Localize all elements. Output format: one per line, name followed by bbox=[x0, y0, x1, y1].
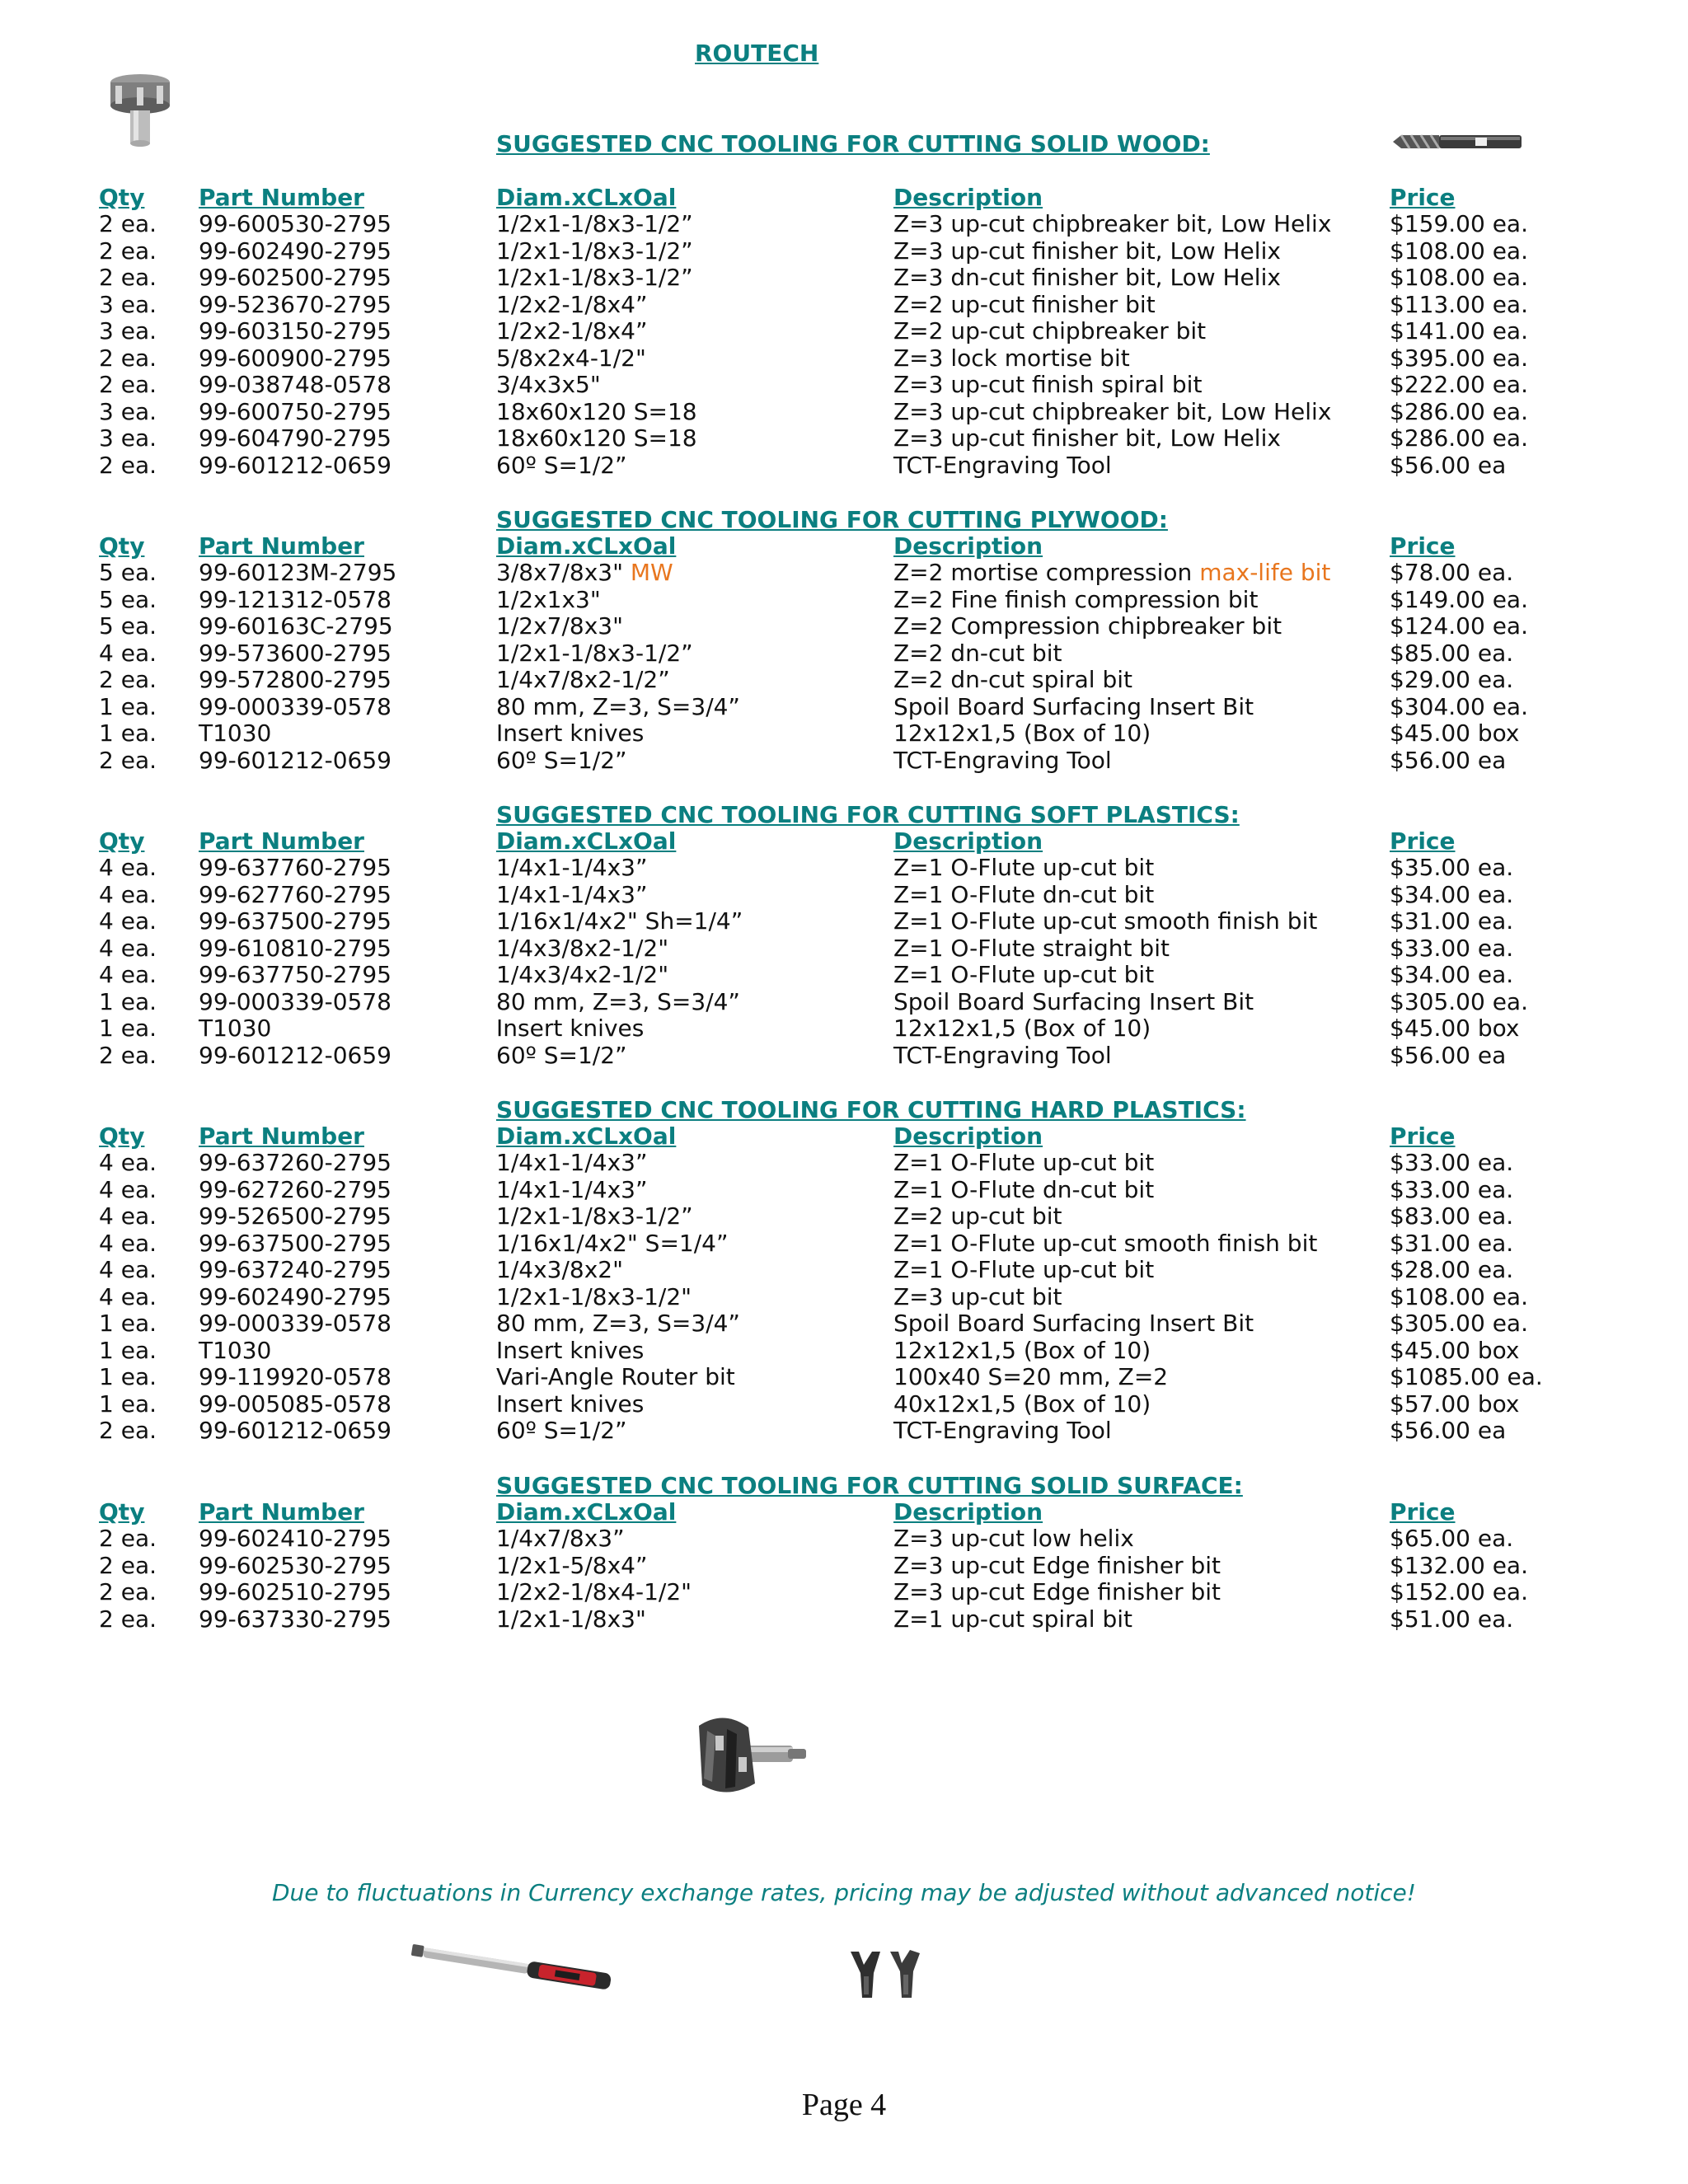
price-cell: $28.00 ea. bbox=[1390, 1256, 1514, 1283]
table-row bbox=[0, 1391, 1688, 1418]
collet-wrench-icon bbox=[847, 1947, 926, 2003]
description-cell: Z=1 O-Flute dn-cut bit bbox=[893, 1176, 1155, 1203]
part-number-cell: 99-602490-2795 bbox=[199, 237, 392, 265]
table-row bbox=[0, 962, 1688, 988]
table-row bbox=[0, 908, 1688, 935]
table-row bbox=[0, 345, 1688, 372]
price-cell: $152.00 ea. bbox=[1390, 1578, 1528, 1605]
part-number-cell: 99-119920-0578 bbox=[199, 1363, 392, 1390]
table-row bbox=[0, 560, 1688, 586]
description-header: Description bbox=[893, 1122, 1043, 1150]
qty-cell: 4 ea. bbox=[99, 935, 157, 962]
dimensions-header: Diam.xCLxOal bbox=[496, 532, 677, 560]
description-cell: Z=2 Fine finish compression bit bbox=[893, 586, 1259, 613]
part-number-cell: 99-572800-2795 bbox=[199, 666, 392, 693]
table-row bbox=[0, 1310, 1688, 1337]
dimensions-cell: 60º S=1/2” bbox=[496, 747, 627, 774]
qty-cell: 4 ea. bbox=[99, 854, 157, 881]
qty-header: Qty bbox=[99, 532, 145, 560]
column-header-row bbox=[0, 185, 1688, 211]
part-number-cell: 99-600750-2795 bbox=[199, 398, 392, 425]
qty-cell: 1 ea. bbox=[99, 1310, 157, 1337]
table-row bbox=[0, 211, 1688, 237]
description-cell: Z=1 O-Flute up-cut bit bbox=[893, 961, 1155, 988]
dimensions-cell: 1/2x1-1/8x3-1/2” bbox=[496, 1202, 693, 1230]
table-row bbox=[0, 425, 1688, 452]
part-number-header: Part Number bbox=[199, 184, 364, 211]
description-cell bbox=[893, 560, 1330, 586]
part-number-header: Part Number bbox=[199, 532, 364, 560]
part-number-cell: 99-601212-0659 bbox=[199, 1042, 392, 1069]
description-cell: 12x12x1,5 (Box of 10) bbox=[893, 719, 1151, 747]
dimensions-header: Diam.xCLxOal bbox=[496, 1122, 677, 1150]
part-number-cell: 99-637330-2795 bbox=[199, 1605, 392, 1633]
qty-cell: 3 ea. bbox=[99, 317, 157, 344]
table-row bbox=[0, 882, 1688, 908]
description-cell: 100x40 S=20 mm, Z=2 bbox=[893, 1363, 1169, 1390]
description-value: Z=2 mortise compression bbox=[893, 559, 1193, 586]
part-number-cell: 99-637260-2795 bbox=[199, 1149, 392, 1176]
dimensions-cell: 80 mm, Z=3, S=3/4” bbox=[496, 1310, 740, 1337]
part-number-cell: 99-005085-0578 bbox=[199, 1390, 392, 1418]
dimensions-cell: 1/2x1x3" bbox=[496, 586, 601, 613]
qty-header: Qty bbox=[99, 184, 145, 211]
dimensions-cell: 1/4x1-1/4x3” bbox=[496, 1176, 648, 1203]
part-number-cell: T1030 bbox=[199, 1015, 272, 1042]
part-number-cell: 99-627760-2795 bbox=[199, 881, 392, 908]
table-row bbox=[0, 1364, 1688, 1390]
qty-cell: 1 ea. bbox=[99, 1015, 157, 1042]
dimensions-cell: 1/4x1-1/4x3” bbox=[496, 1149, 648, 1176]
qty-cell: 2 ea. bbox=[99, 666, 157, 693]
description-cell: Z=1 O-Flute dn-cut bit bbox=[893, 881, 1155, 908]
table-row bbox=[0, 1043, 1688, 1069]
price-cell: $159.00 ea. bbox=[1390, 210, 1528, 237]
part-number-cell: 99-637500-2795 bbox=[199, 1230, 392, 1257]
price-cell: $35.00 ea. bbox=[1390, 854, 1514, 881]
dimensions-cell: 1/4x7/8x2-1/2” bbox=[496, 666, 670, 693]
table-row bbox=[0, 1579, 1688, 1605]
description-cell: Z=3 up-cut chipbreaker bit, Low Helix bbox=[893, 210, 1332, 237]
table-row bbox=[0, 1418, 1688, 1444]
table-row bbox=[0, 1015, 1688, 1042]
dimensions-cell: 1/2x1-1/8x3-1/2” bbox=[496, 264, 693, 291]
table-row bbox=[0, 989, 1688, 1015]
part-number-cell: 99-602500-2795 bbox=[199, 264, 392, 291]
description-cell: TCT-Engraving Tool bbox=[893, 452, 1112, 479]
dimensions-cell: 1/4x3/8x2-1/2" bbox=[496, 935, 669, 962]
description-cell: Z=3 up-cut finisher bit, Low Helix bbox=[893, 424, 1281, 452]
qty-cell: 1 ea. bbox=[99, 1363, 157, 1390]
column-header-row bbox=[0, 1123, 1688, 1150]
dimensions-cell: 3/4x3x5" bbox=[496, 371, 601, 398]
part-number-cell: 99-526500-2795 bbox=[199, 1202, 392, 1230]
dimensions-header: Diam.xCLxOal bbox=[496, 827, 677, 855]
description-cell: Z=3 up-cut bit bbox=[893, 1283, 1062, 1310]
price-cell: $108.00 ea. bbox=[1390, 1283, 1528, 1310]
qty-cell: 4 ea. bbox=[99, 1230, 157, 1257]
price-cell: $149.00 ea. bbox=[1390, 586, 1528, 613]
price-cell: $113.00 ea. bbox=[1390, 291, 1528, 318]
description-cell: 12x12x1,5 (Box of 10) bbox=[893, 1015, 1151, 1042]
price-cell: $33.00 ea. bbox=[1390, 1149, 1514, 1176]
description-cell: Z=1 O-Flute up-cut bit bbox=[893, 854, 1155, 881]
table-row bbox=[0, 1230, 1688, 1257]
description-cell: Z=1 O-Flute up-cut smooth finish bit bbox=[893, 1230, 1318, 1257]
qty-cell: 5 ea. bbox=[99, 559, 157, 586]
part-number-header: Part Number bbox=[199, 1122, 364, 1150]
qty-cell: 1 ea. bbox=[99, 719, 157, 747]
price-cell: $83.00 ea. bbox=[1390, 1202, 1514, 1230]
price-cell: $31.00 ea. bbox=[1390, 907, 1514, 935]
part-number-cell: 99-637240-2795 bbox=[199, 1256, 392, 1283]
section-title: SUGGESTED CNC TOOLING FOR CUTTING SOLID WOOD: bbox=[496, 130, 1210, 157]
description-cell: Z=1 O-Flute up-cut bit bbox=[893, 1149, 1155, 1176]
qty-cell: 1 ea. bbox=[99, 988, 157, 1015]
qty-cell: 2 ea. bbox=[99, 1525, 157, 1552]
dimensions-cell: Insert knives bbox=[496, 1390, 645, 1418]
description-cell: Z=3 up-cut low helix bbox=[893, 1525, 1134, 1552]
part-number-cell: 99-601212-0659 bbox=[199, 747, 392, 774]
price-cell: $57.00 box bbox=[1390, 1390, 1520, 1418]
dimensions-cell: 80 mm, Z=3, S=3/4” bbox=[496, 693, 740, 720]
section-title: SUGGESTED CNC TOOLING FOR CUTTING SOFT PLASTICS: bbox=[496, 801, 1240, 828]
qty-header: Qty bbox=[99, 1498, 145, 1526]
price-cell: $124.00 ea. bbox=[1390, 612, 1528, 640]
description-header: Description bbox=[893, 827, 1043, 855]
part-number-cell: 99-637750-2795 bbox=[199, 961, 392, 988]
qty-cell: 4 ea. bbox=[99, 881, 157, 908]
part-number-cell: 99-000339-0578 bbox=[199, 988, 392, 1015]
part-number-cell: 99-601212-0659 bbox=[199, 452, 392, 479]
price-header: Price bbox=[1390, 1498, 1456, 1526]
dimensions-cell: 1/2x1-5/8x4” bbox=[496, 1552, 648, 1579]
dimensions-cell: 60º S=1/2” bbox=[496, 1417, 627, 1444]
table-row bbox=[0, 1606, 1688, 1633]
qty-cell: 1 ea. bbox=[99, 1337, 157, 1364]
qty-cell: 3 ea. bbox=[99, 398, 157, 425]
table-row bbox=[0, 399, 1688, 425]
description-cell: Z=1 O-Flute up-cut bit bbox=[893, 1256, 1155, 1283]
dimensions-cell: 1/2x7/8x3" bbox=[496, 612, 623, 640]
part-number-cell: 99-604790-2795 bbox=[199, 424, 392, 452]
part-number-cell: 99-038748-0578 bbox=[199, 371, 392, 398]
table-row bbox=[0, 265, 1688, 291]
qty-cell: 2 ea. bbox=[99, 344, 157, 372]
part-number-cell: 99-603150-2795 bbox=[199, 317, 392, 344]
price-cell: $45.00 box bbox=[1390, 1015, 1520, 1042]
part-number-cell: 99-121312-0578 bbox=[199, 586, 392, 613]
table-row bbox=[0, 318, 1688, 344]
price-cell: $395.00 ea. bbox=[1390, 344, 1528, 372]
price-cell: $33.00 ea. bbox=[1390, 1176, 1514, 1203]
dimensions-header: Diam.xCLxOal bbox=[496, 1498, 677, 1526]
dimensions-cell: 1/4x3/8x2" bbox=[496, 1256, 623, 1283]
dimensions-cell: 1/2x1-1/8x3-1/2" bbox=[496, 1283, 692, 1310]
part-number-cell: 99-602410-2795 bbox=[199, 1525, 392, 1552]
dimensions-cell: 1/2x2-1/8x4” bbox=[496, 317, 648, 344]
dimensions-value: 3/8x7/8x3" bbox=[496, 559, 623, 586]
dimensions-cell: 60º S=1/2” bbox=[496, 452, 627, 479]
table-row bbox=[0, 452, 1688, 479]
table-row bbox=[0, 1553, 1688, 1579]
dimensions-cell: 1/2x1-1/8x3-1/2” bbox=[496, 237, 693, 265]
table-row bbox=[0, 1150, 1688, 1176]
price-cell: $286.00 ea. bbox=[1390, 398, 1528, 425]
hinge-boring-bit-icon bbox=[97, 64, 183, 150]
price-cell: $34.00 ea. bbox=[1390, 961, 1514, 988]
part-number-cell: 99-627260-2795 bbox=[199, 1176, 392, 1203]
price-header: Price bbox=[1390, 184, 1456, 211]
description-cell: 40x12x1,5 (Box of 10) bbox=[893, 1390, 1151, 1418]
qty-cell: 2 ea. bbox=[99, 264, 157, 291]
part-number-cell: 99-573600-2795 bbox=[199, 640, 392, 667]
part-number-cell: 99-637760-2795 bbox=[199, 854, 392, 881]
dimensions-cell: Vari-Angle Router bit bbox=[496, 1363, 735, 1390]
dimensions-cell: 1/2x1-1/8x3" bbox=[496, 1605, 646, 1633]
table-row bbox=[0, 935, 1688, 962]
table-row bbox=[0, 1203, 1688, 1230]
price-cell: $51.00 ea. bbox=[1390, 1605, 1514, 1633]
dimensions-cell: 18x60x120 S=18 bbox=[496, 398, 697, 425]
part-number-cell: 99-602510-2795 bbox=[199, 1578, 392, 1605]
qty-cell: 4 ea. bbox=[99, 1149, 157, 1176]
qty-cell: 2 ea. bbox=[99, 452, 157, 479]
qty-cell: 2 ea. bbox=[99, 747, 157, 774]
part-number-header: Part Number bbox=[199, 1498, 364, 1526]
part-number-cell: 99-602530-2795 bbox=[199, 1552, 392, 1579]
description-cell: TCT-Engraving Tool bbox=[893, 1042, 1112, 1069]
part-number-cell: 99-60163C-2795 bbox=[199, 612, 393, 640]
description-cell: Spoil Board Surfacing Insert Bit bbox=[893, 693, 1254, 720]
price-cell: $304.00 ea. bbox=[1390, 693, 1528, 720]
part-number-cell: 99-602490-2795 bbox=[199, 1283, 392, 1310]
description-cell: Z=3 dn-cut finisher bit, Low Helix bbox=[893, 264, 1281, 291]
part-number-header: Part Number bbox=[199, 827, 364, 855]
dimensions-cell: 1/2x2-1/8x4-1/2" bbox=[496, 1578, 692, 1605]
description-cell: TCT-Engraving Tool bbox=[893, 1417, 1112, 1444]
table-row bbox=[0, 587, 1688, 613]
description-cell: Spoil Board Surfacing Insert Bit bbox=[893, 1310, 1254, 1337]
table-row bbox=[0, 372, 1688, 398]
table-row bbox=[0, 667, 1688, 693]
page-number: Page 4 bbox=[801, 2088, 887, 2122]
dimensions-header: Diam.xCLxOal bbox=[496, 184, 677, 211]
description-cell: Z=3 up-cut chipbreaker bit, Low Helix bbox=[893, 398, 1332, 425]
description-cell: Z=3 up-cut Edge finisher bit bbox=[893, 1552, 1221, 1579]
description-cell: TCT-Engraving Tool bbox=[893, 747, 1112, 774]
price-cell: $78.00 ea. bbox=[1390, 559, 1514, 586]
dimensions-cell: 80 mm, Z=3, S=3/4” bbox=[496, 988, 740, 1015]
dimensions-cell: 1/16x1/4x2" Sh=1/4” bbox=[496, 907, 743, 935]
section-title: SUGGESTED CNC TOOLING FOR CUTTING PLYWOOD: bbox=[496, 506, 1168, 533]
table-row bbox=[0, 1284, 1688, 1310]
dimensions-cell: 1/4x7/8x3” bbox=[496, 1525, 625, 1552]
price-cell: $56.00 ea bbox=[1390, 747, 1507, 774]
brand-title: ROUTECH bbox=[695, 40, 819, 67]
price-cell: $56.00 ea bbox=[1390, 1417, 1507, 1444]
table-row bbox=[0, 694, 1688, 720]
part-number-cell: 99-600900-2795 bbox=[199, 344, 392, 372]
description-cell: Z=3 up-cut Edge finisher bit bbox=[893, 1578, 1221, 1605]
price-cell: $85.00 ea. bbox=[1390, 640, 1514, 667]
table-row bbox=[0, 1177, 1688, 1203]
qty-cell: 2 ea. bbox=[99, 371, 157, 398]
price-header: Price bbox=[1390, 532, 1456, 560]
description-header: Description bbox=[893, 184, 1043, 211]
qty-cell: 4 ea. bbox=[99, 1202, 157, 1230]
section-title: SUGGESTED CNC TOOLING FOR CUTTING SOLID SURFACE: bbox=[496, 1472, 1243, 1499]
dimensions-cell: 1/16x1/4x2" S=1/4” bbox=[496, 1230, 729, 1257]
description-cell: Z=2 dn-cut bit bbox=[893, 640, 1062, 667]
qty-cell: 4 ea. bbox=[99, 1256, 157, 1283]
qty-cell: 2 ea. bbox=[99, 1605, 157, 1633]
part-number-cell: 99-60123M-2795 bbox=[199, 559, 397, 586]
price-cell: $56.00 ea bbox=[1390, 1042, 1507, 1069]
column-header-row bbox=[0, 1499, 1688, 1526]
qty-cell: 5 ea. bbox=[99, 586, 157, 613]
description-cell: Spoil Board Surfacing Insert Bit bbox=[893, 988, 1254, 1015]
table-row bbox=[0, 1338, 1688, 1364]
table-row bbox=[0, 238, 1688, 265]
qty-cell: 2 ea. bbox=[99, 210, 157, 237]
description-cell: Z=1 O-Flute straight bit bbox=[893, 935, 1170, 962]
table-row bbox=[0, 1526, 1688, 1552]
description-cell: 12x12x1,5 (Box of 10) bbox=[893, 1337, 1151, 1364]
qty-cell: 2 ea. bbox=[99, 1578, 157, 1605]
description-cell: Z=3 lock mortise bit bbox=[893, 344, 1130, 372]
mw-tag: MW bbox=[630, 559, 673, 586]
price-cell: $108.00 ea. bbox=[1390, 237, 1528, 265]
price-cell: $34.00 ea. bbox=[1390, 881, 1514, 908]
price-header: Price bbox=[1390, 1122, 1456, 1150]
price-cell: $65.00 ea. bbox=[1390, 1525, 1514, 1552]
dimensions-cell: Insert knives bbox=[496, 1337, 645, 1364]
part-number-cell: 99-600530-2795 bbox=[199, 210, 392, 237]
description-header: Description bbox=[893, 532, 1043, 560]
price-cell: $108.00 ea. bbox=[1390, 264, 1528, 291]
price-cell: $45.00 box bbox=[1390, 719, 1520, 747]
column-header-row bbox=[0, 828, 1688, 855]
dimensions-cell: Insert knives bbox=[496, 1015, 645, 1042]
table-row bbox=[0, 640, 1688, 667]
part-number-cell: 99-637500-2795 bbox=[199, 907, 392, 935]
price-cell: $29.00 ea. bbox=[1390, 666, 1514, 693]
dimensions-cell bbox=[496, 560, 673, 586]
table-row bbox=[0, 613, 1688, 640]
table-row bbox=[0, 292, 1688, 318]
description-cell: Z=3 up-cut finisher bit, Low Helix bbox=[893, 237, 1281, 265]
price-cell: $141.00 ea. bbox=[1390, 317, 1528, 344]
qty-header: Qty bbox=[99, 1122, 145, 1150]
dimensions-cell: 1/2x2-1/8x4” bbox=[496, 291, 648, 318]
qty-cell: 1 ea. bbox=[99, 693, 157, 720]
qty-cell: 4 ea. bbox=[99, 640, 157, 667]
qty-cell: 3 ea. bbox=[99, 291, 157, 318]
part-number-cell: 99-601212-0659 bbox=[199, 1417, 392, 1444]
price-cell: $33.00 ea. bbox=[1390, 935, 1514, 962]
insert-cutter-head-icon bbox=[691, 1711, 809, 1798]
max-life-tag: max-life bit bbox=[1199, 559, 1331, 586]
price-header: Price bbox=[1390, 827, 1456, 855]
qty-cell: 4 ea. bbox=[99, 1283, 157, 1310]
dimensions-cell: 18x60x120 S=18 bbox=[496, 424, 697, 452]
price-cell: $286.00 ea. bbox=[1390, 424, 1528, 452]
description-cell: Z=1 up-cut spiral bit bbox=[893, 1605, 1133, 1633]
description-cell: Z=2 dn-cut spiral bit bbox=[893, 666, 1133, 693]
description-cell: Z=2 Compression chipbreaker bit bbox=[893, 612, 1282, 640]
dimensions-cell: 1/2x1-1/8x3-1/2” bbox=[496, 640, 693, 667]
qty-cell: 4 ea. bbox=[99, 961, 157, 988]
qty-cell: 3 ea. bbox=[99, 424, 157, 452]
price-cell: $45.00 box bbox=[1390, 1337, 1520, 1364]
part-number-cell: 99-000339-0578 bbox=[199, 1310, 392, 1337]
price-cell: $56.00 ea bbox=[1390, 452, 1507, 479]
table-row bbox=[0, 1257, 1688, 1283]
dimensions-cell: 1/4x1-1/4x3” bbox=[496, 854, 648, 881]
part-number-cell: T1030 bbox=[199, 1337, 272, 1364]
price-cell: $132.00 ea. bbox=[1390, 1552, 1528, 1579]
price-cell: $31.00 ea. bbox=[1390, 1230, 1514, 1257]
description-cell: Z=2 up-cut bit bbox=[893, 1202, 1062, 1230]
price-cell: $222.00 ea. bbox=[1390, 371, 1528, 398]
part-number-cell: 99-000339-0578 bbox=[199, 693, 392, 720]
description-cell: Z=3 up-cut finish spiral bit bbox=[893, 371, 1203, 398]
description-cell: Z=2 up-cut chipbreaker bit bbox=[893, 317, 1207, 344]
qty-cell: 2 ea. bbox=[99, 1417, 157, 1444]
qty-cell: 4 ea. bbox=[99, 907, 157, 935]
qty-cell: 4 ea. bbox=[99, 1176, 157, 1203]
description-cell: Z=2 up-cut finisher bit bbox=[893, 291, 1156, 318]
part-number-cell: T1030 bbox=[199, 719, 272, 747]
description-cell: Z=1 O-Flute up-cut smooth finish bit bbox=[893, 907, 1318, 935]
section-title: SUGGESTED CNC TOOLING FOR CUTTING HARD PLASTICS: bbox=[496, 1096, 1246, 1123]
dimensions-cell: 1/2x1-1/8x3-1/2” bbox=[496, 210, 693, 237]
table-row bbox=[0, 720, 1688, 747]
dimensions-cell: 5/8x2x4-1/2" bbox=[496, 344, 646, 372]
dimensions-cell: Insert knives bbox=[496, 719, 645, 747]
price-cell: $305.00 ea. bbox=[1390, 988, 1528, 1015]
part-number-cell: 99-523670-2795 bbox=[199, 291, 392, 318]
torque-wrench-icon bbox=[407, 1940, 617, 1994]
price-cell: $305.00 ea. bbox=[1390, 1310, 1528, 1337]
qty-cell: 2 ea. bbox=[99, 1042, 157, 1069]
qty-cell: 1 ea. bbox=[99, 1390, 157, 1418]
pricing-notice: Due to fluctuations in Currency exchange rates, pricing may be adjusted without advanced notice! bbox=[272, 1879, 1416, 1906]
price-cell: $1085.00 ea. bbox=[1390, 1363, 1543, 1390]
dimensions-cell: 60º S=1/2” bbox=[496, 1042, 627, 1069]
qty-cell: 2 ea. bbox=[99, 1552, 157, 1579]
table-row bbox=[0, 855, 1688, 881]
qty-header: Qty bbox=[99, 827, 145, 855]
part-number-cell: 99-610810-2795 bbox=[199, 935, 392, 962]
qty-cell: 5 ea. bbox=[99, 612, 157, 640]
dimensions-cell: 1/4x1-1/4x3” bbox=[496, 881, 648, 908]
column-header-row bbox=[0, 533, 1688, 560]
description-header: Description bbox=[893, 1498, 1043, 1526]
qty-cell: 2 ea. bbox=[99, 237, 157, 265]
dimensions-cell: 1/4x3/4x2-1/2" bbox=[496, 961, 669, 988]
table-row bbox=[0, 748, 1688, 774]
spiral-router-bit-icon bbox=[1390, 130, 1523, 153]
